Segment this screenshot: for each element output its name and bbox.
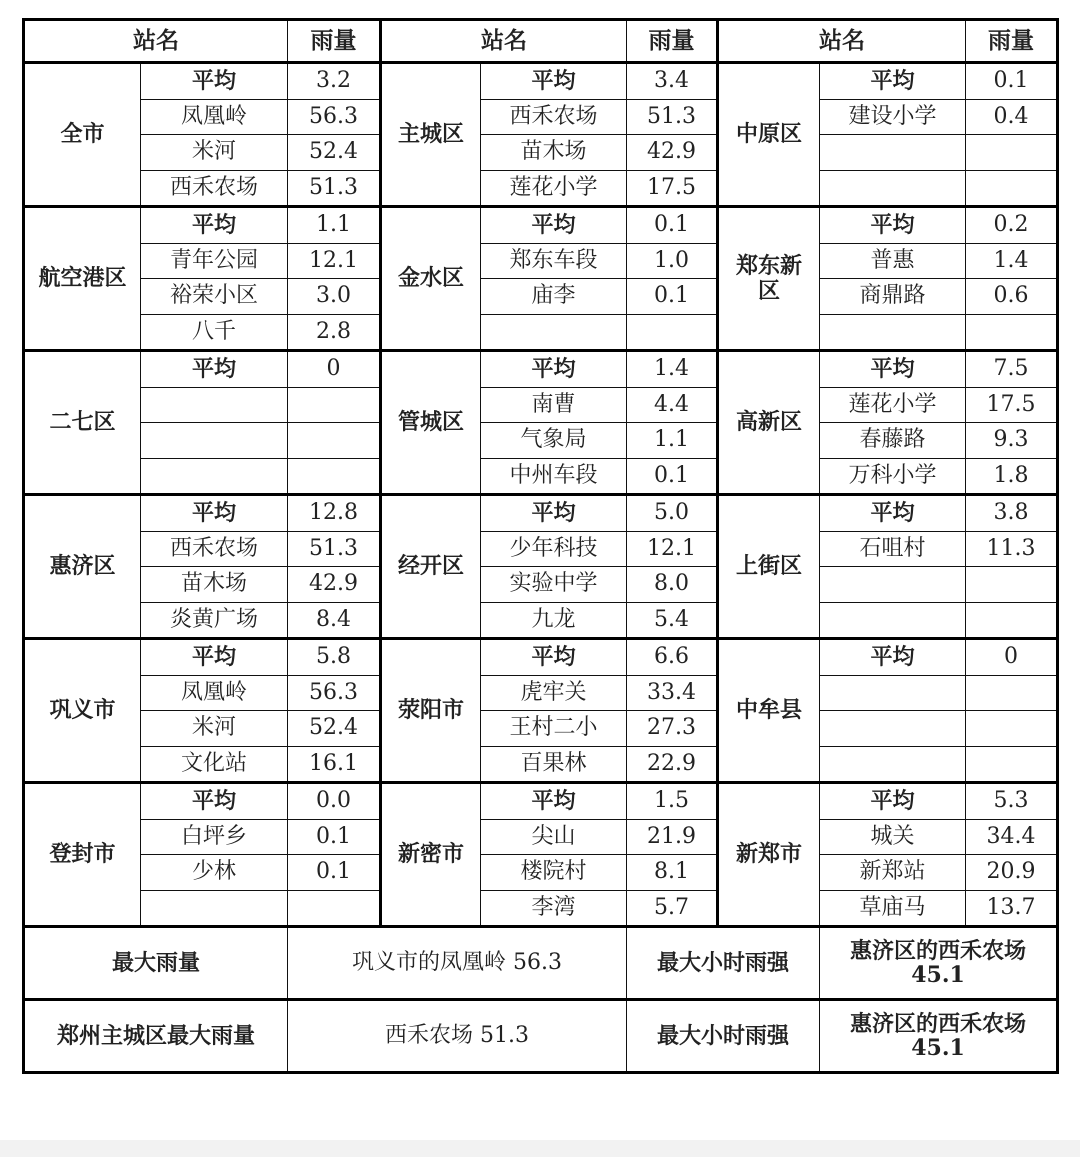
- station-name: 少林: [141, 855, 288, 891]
- rainfall-value: [288, 890, 381, 927]
- rainfall-value: 5.7: [627, 890, 718, 927]
- average-label: 平均: [820, 783, 966, 820]
- rainfall-value: [966, 170, 1058, 207]
- average-label: 平均: [481, 207, 627, 244]
- rainfall-value: 13.7: [966, 890, 1058, 927]
- rainfall-value: 42.9: [288, 567, 381, 603]
- station-name: 米河: [141, 135, 288, 171]
- station-name: 虎牢关: [481, 675, 627, 711]
- station-name: 万科小学: [820, 458, 966, 495]
- table-row: [24, 783, 1058, 820]
- rainfall-value: [627, 314, 718, 351]
- average-label: 平均: [820, 63, 966, 100]
- station-name: 郑东车段: [481, 243, 627, 279]
- rainfall-value: 12.8: [288, 495, 381, 532]
- station-name: 少年科技: [481, 531, 627, 567]
- average-label: 平均: [481, 351, 627, 388]
- table-row: [24, 819, 1058, 855]
- station-name: 中州车段: [481, 458, 627, 495]
- average-label: 平均: [820, 351, 966, 388]
- station-name: 莲花小学: [820, 387, 966, 423]
- average-label: 平均: [481, 495, 627, 532]
- summary-value: 巩义市的凤凰岭 56.3: [288, 927, 627, 1000]
- summary-row: [24, 927, 1058, 1000]
- rainfall-value: [966, 567, 1058, 603]
- district-name: 航空港区: [24, 207, 141, 351]
- rainfall-value: 0: [288, 351, 381, 388]
- average-label: 平均: [141, 639, 288, 676]
- station-name: 尖山: [481, 819, 627, 855]
- station-name: 新郑站: [820, 855, 966, 891]
- station-name: 西禾农场: [481, 99, 627, 135]
- rainfall-value: 8.1: [627, 855, 718, 891]
- rainfall-value: 0.4: [966, 99, 1058, 135]
- table-row: [24, 207, 1058, 244]
- rainfall-value: [966, 135, 1058, 171]
- rainfall-value: 42.9: [627, 135, 718, 171]
- station-name: 文化站: [141, 746, 288, 783]
- station-name: 白坪乡: [141, 819, 288, 855]
- station-name: [141, 890, 288, 927]
- district-name: 新密市: [381, 783, 481, 927]
- table-row: [24, 351, 1058, 388]
- rainfall-value: [966, 314, 1058, 351]
- rainfall-value: [966, 711, 1058, 747]
- district-name: 二七区: [24, 351, 141, 495]
- summary-label: 郑州主城区最大雨量: [24, 1000, 288, 1073]
- rainfall-value: 5.4: [627, 602, 718, 639]
- rainfall-value: 52.4: [288, 135, 381, 171]
- average-label: 平均: [820, 207, 966, 244]
- station-name: 建设小学: [820, 99, 966, 135]
- station-name: [820, 567, 966, 603]
- average-label: 平均: [820, 639, 966, 676]
- rainfall-value: 3.4: [627, 63, 718, 100]
- rainfall-value: 27.3: [627, 711, 718, 747]
- station-name: 草庙马: [820, 890, 966, 927]
- station-name: 城关: [820, 819, 966, 855]
- table-row: [24, 602, 1058, 639]
- station-name: 凤凰岭: [141, 99, 288, 135]
- header-station: 站名: [24, 20, 288, 63]
- station-name: 米河: [141, 711, 288, 747]
- header-rain: 雨量: [966, 20, 1058, 63]
- rainfall-value: 17.5: [627, 170, 718, 207]
- rainfall-value: 17.5: [966, 387, 1058, 423]
- rainfall-value: 51.3: [288, 170, 381, 207]
- rainfall-value: 7.5: [966, 351, 1058, 388]
- district-name: 上街区: [718, 495, 820, 639]
- table-row: [24, 63, 1058, 100]
- rainfall-value: 22.9: [627, 746, 718, 783]
- table-row: [24, 890, 1058, 927]
- district-name: 主城区: [381, 63, 481, 207]
- district-name: 惠济区: [24, 495, 141, 639]
- summary-value-2: 惠济区的西禾农场 45.1: [820, 927, 1058, 1000]
- table-row: [24, 567, 1058, 603]
- station-name: 八千: [141, 314, 288, 351]
- station-name: 李湾: [481, 890, 627, 927]
- average-label: 平均: [141, 495, 288, 532]
- rainfall-value: 21.9: [627, 819, 718, 855]
- rainfall-value: 9.3: [966, 423, 1058, 459]
- district-name: 巩义市: [24, 639, 141, 783]
- district-name: 荥阳市: [381, 639, 481, 783]
- district-name: 经开区: [381, 495, 481, 639]
- table-row: [24, 279, 1058, 315]
- rainfall-value: 34.4: [966, 819, 1058, 855]
- table-row: [24, 675, 1058, 711]
- table-row: [24, 314, 1058, 351]
- rainfall-value: 0.1: [627, 458, 718, 495]
- rainfall-value: 5.0: [627, 495, 718, 532]
- table-row: [24, 387, 1058, 423]
- district-name: 全市: [24, 63, 141, 207]
- average-label: 平均: [141, 207, 288, 244]
- rainfall-value: 1.4: [627, 351, 718, 388]
- rainfall-value: 5.8: [288, 639, 381, 676]
- rainfall-value: 0.1: [288, 819, 381, 855]
- rainfall-value: 56.3: [288, 99, 381, 135]
- station-name: 商鼎路: [820, 279, 966, 315]
- rainfall-value: 20.9: [966, 855, 1058, 891]
- rainfall-value: 12.1: [627, 531, 718, 567]
- station-name: [820, 746, 966, 783]
- table-row: [24, 639, 1058, 676]
- station-name: [820, 135, 966, 171]
- station-name: [820, 675, 966, 711]
- station-name: 石咀村: [820, 531, 966, 567]
- rainfall-value: 0.1: [966, 63, 1058, 100]
- header-rain: 雨量: [288, 20, 381, 63]
- rainfall-value: 1.1: [627, 423, 718, 459]
- rainfall-value: 51.3: [288, 531, 381, 567]
- station-name: 气象局: [481, 423, 627, 459]
- average-label: 平均: [481, 783, 627, 820]
- station-name: 西禾农场: [141, 170, 288, 207]
- rainfall-value: 4.4: [627, 387, 718, 423]
- rainfall-value: 56.3: [288, 675, 381, 711]
- district-name: 郑东新区: [718, 207, 820, 351]
- table-row: [24, 99, 1058, 135]
- station-name: 裕荣小区: [141, 279, 288, 315]
- rainfall-value: 1.4: [966, 243, 1058, 279]
- summary-label-2: 最大小时雨强: [627, 927, 820, 1000]
- rainfall-value: 8.0: [627, 567, 718, 603]
- rainfall-value: 16.1: [288, 746, 381, 783]
- average-label: 平均: [141, 63, 288, 100]
- summary-label-2: 最大小时雨强: [627, 1000, 820, 1073]
- header-rain: 雨量: [627, 20, 718, 63]
- station-name: 九龙: [481, 602, 627, 639]
- rainfall-value: 1.0: [627, 243, 718, 279]
- station-name: 青年公园: [141, 243, 288, 279]
- rainfall-value: 52.4: [288, 711, 381, 747]
- station-name: 凤凰岭: [141, 675, 288, 711]
- station-name: 苗木场: [141, 567, 288, 603]
- table-row: [24, 243, 1058, 279]
- station-name: [820, 314, 966, 351]
- average-label: 平均: [481, 63, 627, 100]
- rainfall-value: 11.3: [966, 531, 1058, 567]
- district-name: 金水区: [381, 207, 481, 351]
- table-row: [24, 170, 1058, 207]
- station-name: 春藤路: [820, 423, 966, 459]
- rainfall-value: 33.4: [627, 675, 718, 711]
- rainfall-value: 0.1: [627, 279, 718, 315]
- rainfall-value: 1.5: [627, 783, 718, 820]
- rainfall-value: 2.8: [288, 314, 381, 351]
- rainfall-value: 0.0: [288, 783, 381, 820]
- table-row: [24, 855, 1058, 891]
- rainfall-value: [288, 458, 381, 495]
- rainfall-value: [966, 675, 1058, 711]
- station-name: [820, 711, 966, 747]
- rainfall-value: 1.1: [288, 207, 381, 244]
- summary-value: 西禾农场 51.3: [288, 1000, 627, 1073]
- table-row: [24, 746, 1058, 783]
- rainfall-value: 3.0: [288, 279, 381, 315]
- rainfall-value: [288, 387, 381, 423]
- footer-strip: [0, 1140, 1080, 1157]
- rainfall-value: 6.6: [627, 639, 718, 676]
- station-name: [141, 387, 288, 423]
- average-label: 平均: [820, 495, 966, 532]
- summary-label: 最大雨量: [24, 927, 288, 1000]
- station-name: 南曹: [481, 387, 627, 423]
- station-name: 实验中学: [481, 567, 627, 603]
- district-name: 中牟县: [718, 639, 820, 783]
- rainfall-value: [966, 602, 1058, 639]
- average-label: 平均: [481, 639, 627, 676]
- station-name: [141, 423, 288, 459]
- table-row: [24, 458, 1058, 495]
- rainfall-value: [966, 746, 1058, 783]
- district-name: 高新区: [718, 351, 820, 495]
- station-name: 王村二小: [481, 711, 627, 747]
- rainfall-value: [288, 423, 381, 459]
- station-name: [141, 458, 288, 495]
- header-row: [24, 20, 1058, 63]
- station-name: 炎黄广场: [141, 602, 288, 639]
- rainfall-table: [22, 18, 1059, 1074]
- summary-row: [24, 1000, 1058, 1073]
- station-name: 庙李: [481, 279, 627, 315]
- rainfall-value: 3.8: [966, 495, 1058, 532]
- average-label: 平均: [141, 783, 288, 820]
- rainfall-value: 3.2: [288, 63, 381, 100]
- table-row: [24, 531, 1058, 567]
- rainfall-value: 5.3: [966, 783, 1058, 820]
- header-station: 站名: [381, 20, 627, 63]
- table-row: [24, 711, 1058, 747]
- rainfall-value: 51.3: [627, 99, 718, 135]
- station-name: 百果林: [481, 746, 627, 783]
- district-name: 管城区: [381, 351, 481, 495]
- rainfall-value: 12.1: [288, 243, 381, 279]
- summary-value-2: 惠济区的西禾农场 45.1: [820, 1000, 1058, 1073]
- station-name: 楼院村: [481, 855, 627, 891]
- header-station: 站名: [718, 20, 966, 63]
- rainfall-value: 0.1: [627, 207, 718, 244]
- station-name: 莲花小学: [481, 170, 627, 207]
- rainfall-value: 0.2: [966, 207, 1058, 244]
- district-name: 登封市: [24, 783, 141, 927]
- rainfall-value: 0.1: [288, 855, 381, 891]
- rainfall-value: 0.6: [966, 279, 1058, 315]
- table-row: [24, 495, 1058, 532]
- station-name: 西禾农场: [141, 531, 288, 567]
- rainfall-value: 0: [966, 639, 1058, 676]
- station-name: [820, 170, 966, 207]
- station-name: [820, 602, 966, 639]
- district-name: 新郑市: [718, 783, 820, 927]
- station-name: 苗木场: [481, 135, 627, 171]
- table-row: [24, 135, 1058, 171]
- station-name: 普惠: [820, 243, 966, 279]
- rainfall-value: 8.4: [288, 602, 381, 639]
- station-name: [481, 314, 627, 351]
- district-name: 中原区: [718, 63, 820, 207]
- average-label: 平均: [141, 351, 288, 388]
- table-row: [24, 423, 1058, 459]
- rainfall-value: 1.8: [966, 458, 1058, 495]
